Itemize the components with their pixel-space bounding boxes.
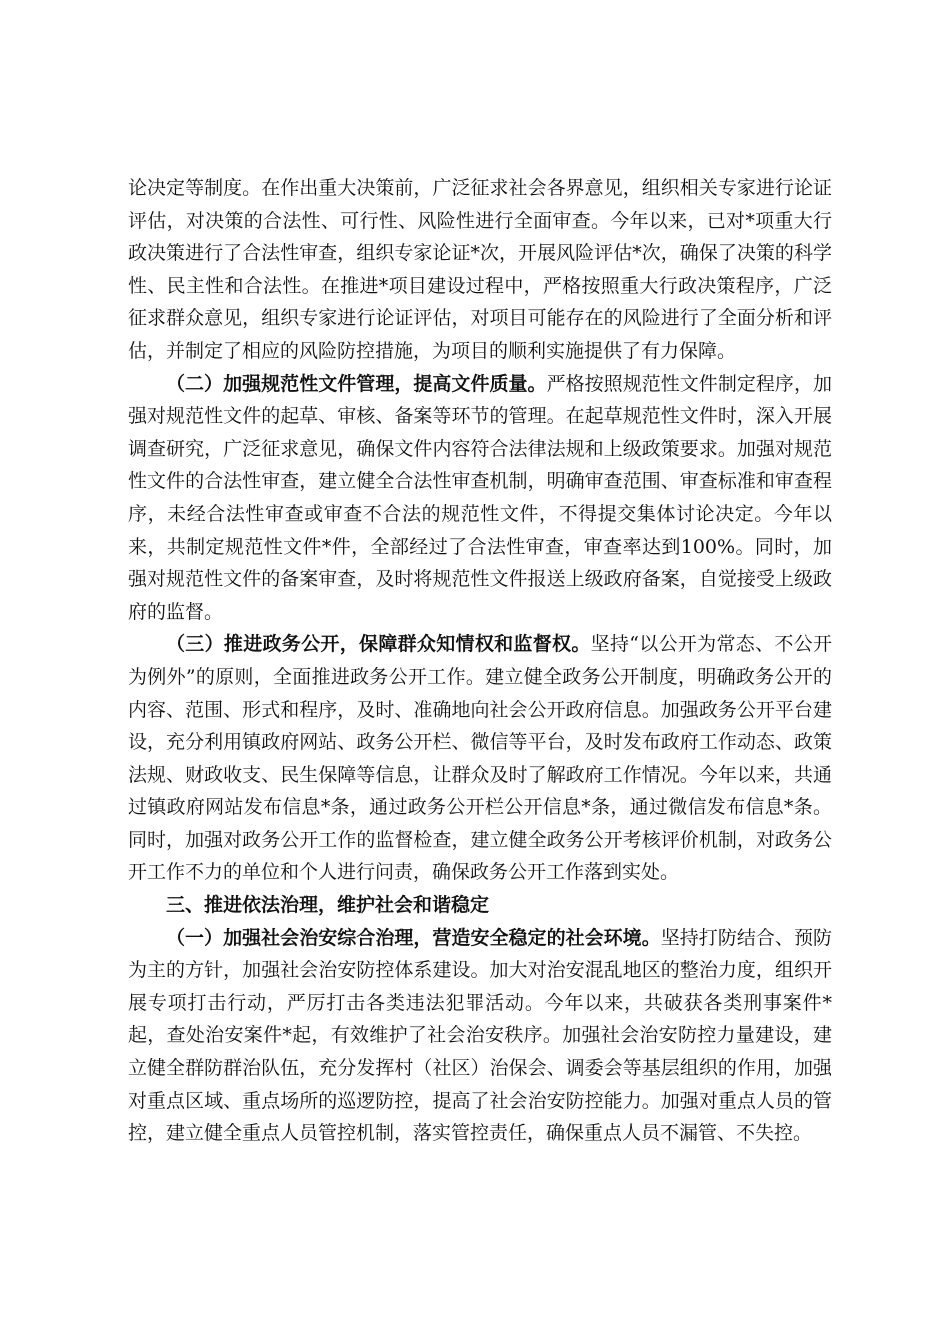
section-heading — [128, 889, 832, 922]
paragraph-heading: （三）推进政务公开，保障群众知情权和监督权。 — [166, 633, 591, 656]
paragraph-heading: （二）加强规范性文件管理，提高文件质量。 — [166, 372, 547, 395]
paragraph-government-affairs-openness — [128, 628, 832, 889]
paragraph-public-security — [128, 922, 832, 1150]
paragraph-text: 论决定等制度。在作出重大决策前，广泛征求社会各界意见，组织相关专家进行论证评估，对决策的合法性、可行性、风险性进行全面审查。今年以来，已对*项重大行政决策进行了合法性审查，组织专家论证*次，开展风险评估*次，确保了决策的科学性、民主性和合法性。在推进*项目建设过程中，严格按照重大行政决策程序，广泛征求群众意见，组织专家进行论证评估，对项目可能存在的风险进行了全面分析和评估，并制定了相应的风险防控措施，为项目的顺利实施提供了有力保障。 — [128, 177, 832, 362]
paragraph-text: 坚持打防结合、预防为主的方针，加强社会治安防控体系建设。加大对治安混乱地区的整治力度，组织开展专项打击行动，严厉打击各类违法犯罪活动。今年以来，共破获各类刑事案件*起，查处治安案件*起，有效维护了社会治安秩序。加强社会治安防控力量建设，建立健全群防群治队伍，充分发挥村（社区）治保会、调委会等基层组织的作用，加强对重点区域、重点场所的巡逻防控，提高了社会治安防控能力。加强对重点人员的管控，建立健全重点人员管控机制，落实管控责任，确保重点人员不漏管、不失控。 — [128, 926, 832, 1145]
paragraph-heading: （一）加强社会治安综合治理，营造安全稳定的社会环境。 — [166, 926, 661, 949]
paragraph-text: 坚持“以公开为常态、不公开为例外”的原则，全面推进政务公开工作。建立健全政务公开制度，明确政务公开的内容、范围、形式和程序，及时、准确地向社会公开政府信息。加强政务公开平台建设，充分利用镇政府网站、政务公开栏、微信等平台，及时发布政府工作动态、政策法规、财政收支、民生保障等信息，让群众及时了解政府工作情况。今年以来，共通过镇政府网站发布信息*条，通过政务公开栏公开信息*条，通过微信发布信息*条。同时，加强对政务公开工作的监督检查，建立健全政务公开考核评价机制，对政务公开工作不力的单位和个人进行问责，确保政务公开工作落到实处。 — [128, 633, 832, 884]
section-title: 三、推进依法治理，维护社会和谐稳定 — [166, 894, 490, 917]
document-body — [128, 172, 832, 1150]
paragraph-text: 严格按照规范性文件制定程序，加强对规范性文件的起草、审核、备案等环节的管理。在起草规范性文件时，深入开展调查研究，广泛征求意见，确保文件内容符合法律法规和上级政策要求。加强对规范性文件的合法性审查，建立健全合法性审查机制，明确审查范围、审查标准和审查程序，未经合法性审查或审查不合法的规范性文件，不得提交集体讨论决定。今年以来，共制定规范性文件*件，全部经过了合法性审查，审查率达到100%。同时，加强对规范性文件的备案审查，及时将规范性文件报送上级政府备案，自觉接受上级政府的监督。 — [128, 372, 832, 623]
paragraph-normative-documents — [128, 368, 832, 629]
paragraph-continuation — [128, 172, 832, 368]
